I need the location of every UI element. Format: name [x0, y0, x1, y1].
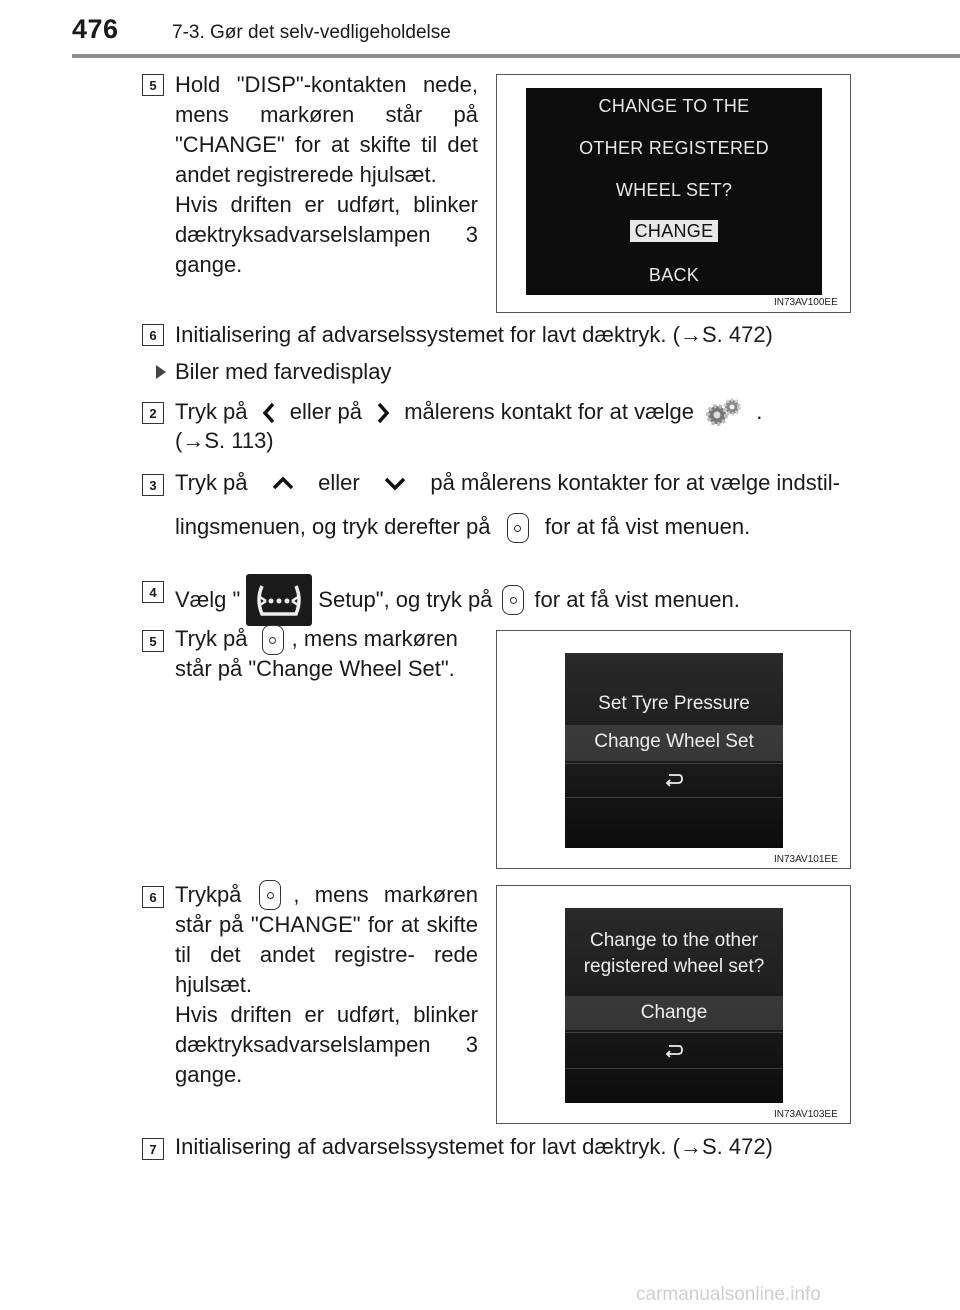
text-run: eller: [318, 470, 360, 495]
return-icon: [664, 1042, 684, 1058]
step-number: 4: [142, 581, 164, 603]
step-number: 5: [142, 630, 164, 652]
menu-item: Set Tyre Pressure: [598, 693, 750, 714]
step-reference: (→S. 113): [175, 428, 274, 453]
menu-separator: [565, 797, 783, 798]
menu-item-selected: Change Wheel Set: [594, 731, 754, 752]
text-run: Tryk på: [175, 398, 248, 424]
lcd-line: CHANGE TO THE: [598, 96, 750, 116]
lcd-selected-item: CHANGE: [630, 220, 719, 242]
step-text: Initialisering af advarselssystemet for lavt dæktryk. (→S. 472): [175, 1134, 773, 1159]
watermark: carmanualsonline.info: [636, 1284, 821, 1305]
color-screen: [565, 908, 783, 1103]
text-run: Tryk på: [175, 470, 248, 495]
text-run: for at få vist menuen.: [534, 587, 740, 612]
screen-question-line: Change to the other: [590, 930, 758, 951]
text-run: Tryk på: [175, 626, 248, 651]
screen-question-line: registered wheel set?: [583, 956, 765, 977]
figure-lcd-change: [496, 74, 851, 313]
menu-separator: [565, 1032, 783, 1033]
bullet-text: Biler med farvedisplay: [175, 359, 392, 384]
ok-button-icon: [502, 585, 524, 615]
lcd-screen: [526, 88, 822, 295]
text-run: , mens markøren: [293, 882, 478, 907]
figure-color-change: [496, 885, 851, 1124]
step-text: [175, 70, 478, 280]
menu-separator: [565, 1068, 783, 1069]
text-run: lingsmenuen, og tryk derefter på: [175, 514, 491, 539]
lcd-back-item: BACK: [648, 265, 700, 285]
menu-separator: [565, 763, 783, 764]
step-number: 6: [142, 886, 164, 908]
chevron-down-icon: [380, 470, 410, 496]
chevron-right-icon: [368, 400, 398, 426]
step-text: [175, 880, 478, 910]
chevron-up-icon: [268, 470, 298, 496]
text-run: på målerens kontakter for at vælge indstil-: [430, 470, 840, 495]
step-extra-text: Hvis driften er udført, blinker dæktryksadvarselslampen 3 gange.: [175, 1002, 478, 1087]
bullet-triangle-icon: [156, 365, 166, 379]
page-number: 476: [72, 14, 119, 44]
ok-button-icon: [262, 625, 284, 655]
chevron-left-icon: [254, 400, 284, 426]
step-text: [175, 624, 458, 655]
return-icon: [664, 771, 684, 787]
lcd-line: OTHER REGISTERED: [579, 138, 769, 158]
gears-settings-icon: [700, 396, 750, 430]
text-run: .: [756, 398, 763, 424]
figure-code: IN73AV103EE: [774, 1109, 838, 1120]
step-number: 5: [142, 74, 164, 96]
menu-item-selected: Change: [640, 1002, 708, 1023]
step-main-text: står på "CHANGE" for at skifte til det andet registre- rede hjulsæt.: [175, 912, 478, 997]
step-text: Initialisering af advarselssystemet for lavt dæktryk. (→S. 472): [175, 322, 773, 347]
text-run: for at få vist menuen.: [544, 514, 751, 539]
text-run: Vælg ": [175, 587, 241, 612]
step-text: [175, 468, 840, 498]
step-text: [175, 574, 740, 626]
figure-code: IN73AV100EE: [774, 297, 838, 308]
step-number: 2: [142, 402, 164, 424]
text-run: Setup", og tryk på: [318, 587, 493, 612]
step-number: 3: [142, 474, 164, 496]
step-extra-text: Hvis driften er udført, blinker dæktryksadvarselslampen 3 gange.: [175, 192, 478, 277]
ok-button-icon: [507, 513, 529, 543]
color-screen: [565, 653, 783, 848]
step-main-text: Hold "DISP"-kontakten nede, mens markøren står på "CHANGE" for at skifte til det andet registrerede hjulsæt.: [175, 72, 478, 187]
lcd-line: WHEEL SET?: [615, 180, 733, 200]
text-run: eller på: [289, 398, 362, 424]
step-number: 6: [142, 324, 164, 346]
figure-color-menu: [496, 630, 851, 869]
step-text: [175, 396, 762, 430]
text-run: Trykpå: [175, 882, 242, 907]
text-run: , mens markøren: [291, 626, 458, 651]
step-text-cont: [175, 910, 478, 1090]
step-number: 7: [142, 1138, 164, 1160]
step-text-cont: [175, 512, 750, 543]
section-title: 7-3. Gør det selv-vedligeholdelse: [172, 22, 451, 43]
text-run: målerens kontakt for at vælge: [404, 398, 694, 424]
figure-code: IN73AV101EE: [774, 854, 838, 865]
header-rule: [72, 54, 960, 58]
tire-pressure-icon: [246, 574, 312, 626]
ok-button-icon: [259, 880, 281, 910]
step-text-cont: står på "Change Wheel Set".: [175, 656, 455, 681]
